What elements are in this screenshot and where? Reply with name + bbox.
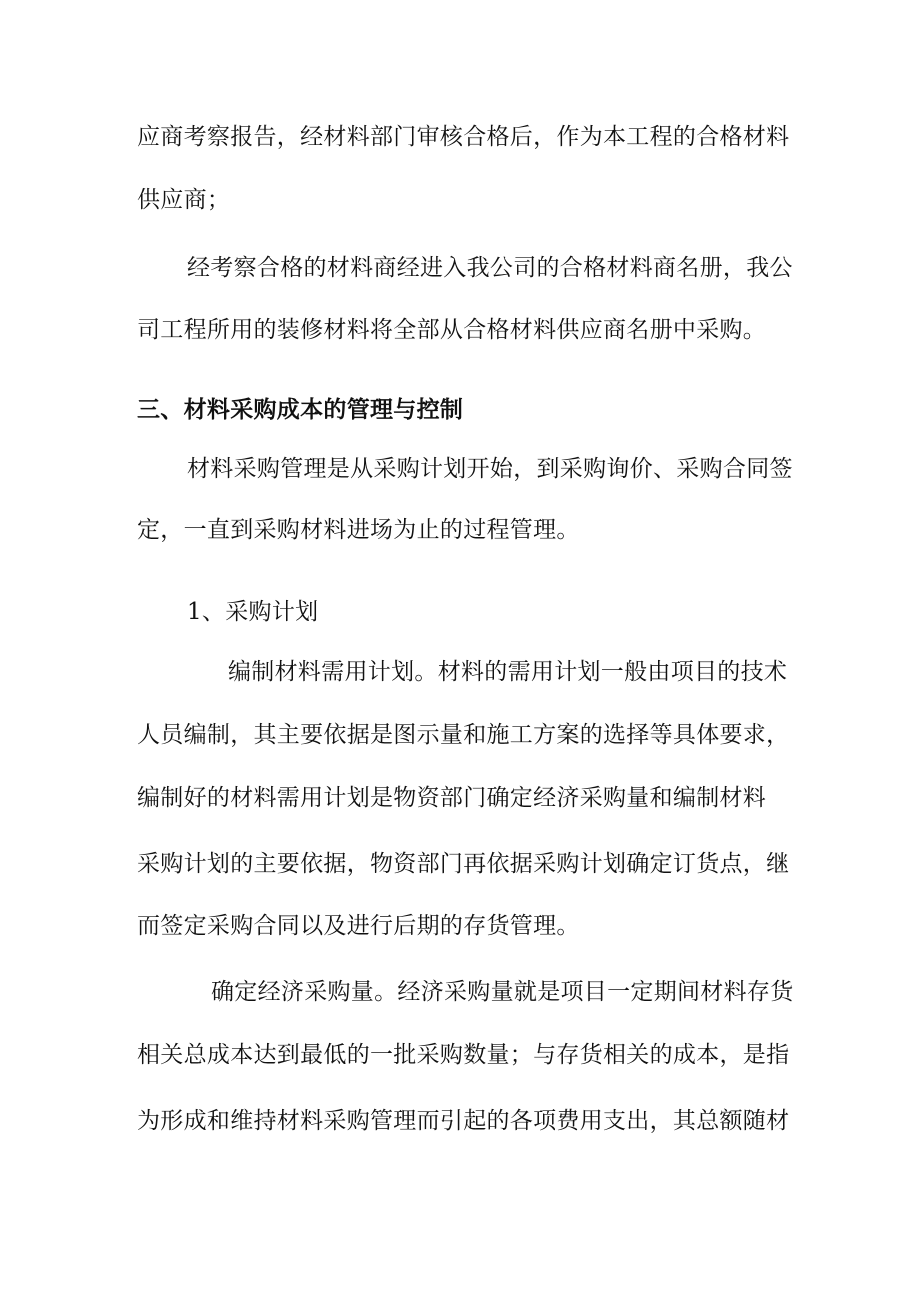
paragraph-line: 司工程所用的装修材料将全部从合格材料供应商名册中采购。 [137,317,767,343]
paragraph-line: 编制材料需用计划。材料的需用计划一般由项目的技术 [228,659,788,685]
paragraph-line: 应商考察报告，经材料部门审核合格后，作为本工程的合格材料 [137,124,790,150]
paragraph-line: 供应商； [137,187,231,213]
paragraph-line: 而签定采购合同以及进行后期的存货管理。 [137,913,580,939]
paragraph-line: 定，一直到采购材料进场为止的过程管理。 [137,517,580,543]
paragraph-line: 为形成和维持材料采购管理而引起的各项费用支出，其总额随材 [137,1108,790,1134]
paragraph-line: 采购计划的主要依据，物资部门再依据采购计划确定订货点，继 [137,851,790,877]
section-heading: 三、材料采购成本的管理与控制 [137,396,464,423]
paragraph-line: 材料采购管理是从采购计划开始，到采购询价、采购合同签 [187,456,793,482]
paragraph-line: 经考察合格的材料商经进入我公司的合格材料商名册，我公 [187,255,793,281]
paragraph-line: 确定经济采购量。经济采购量就是项目一定期间材料存货 [211,979,794,1005]
paragraph-line: 相关总成本达到最低的一批采购数量；与存货相关的成本，是指 [137,1042,790,1068]
paragraph-line: 编制好的材料需用计划是物资部门确定经济采购量和编制材料 [137,785,767,811]
subsection-heading: 1、采购计划 [187,599,319,625]
paragraph-line: 人员编制，其主要依据是图示量和施工方案的选择等具体要求， [137,722,790,748]
